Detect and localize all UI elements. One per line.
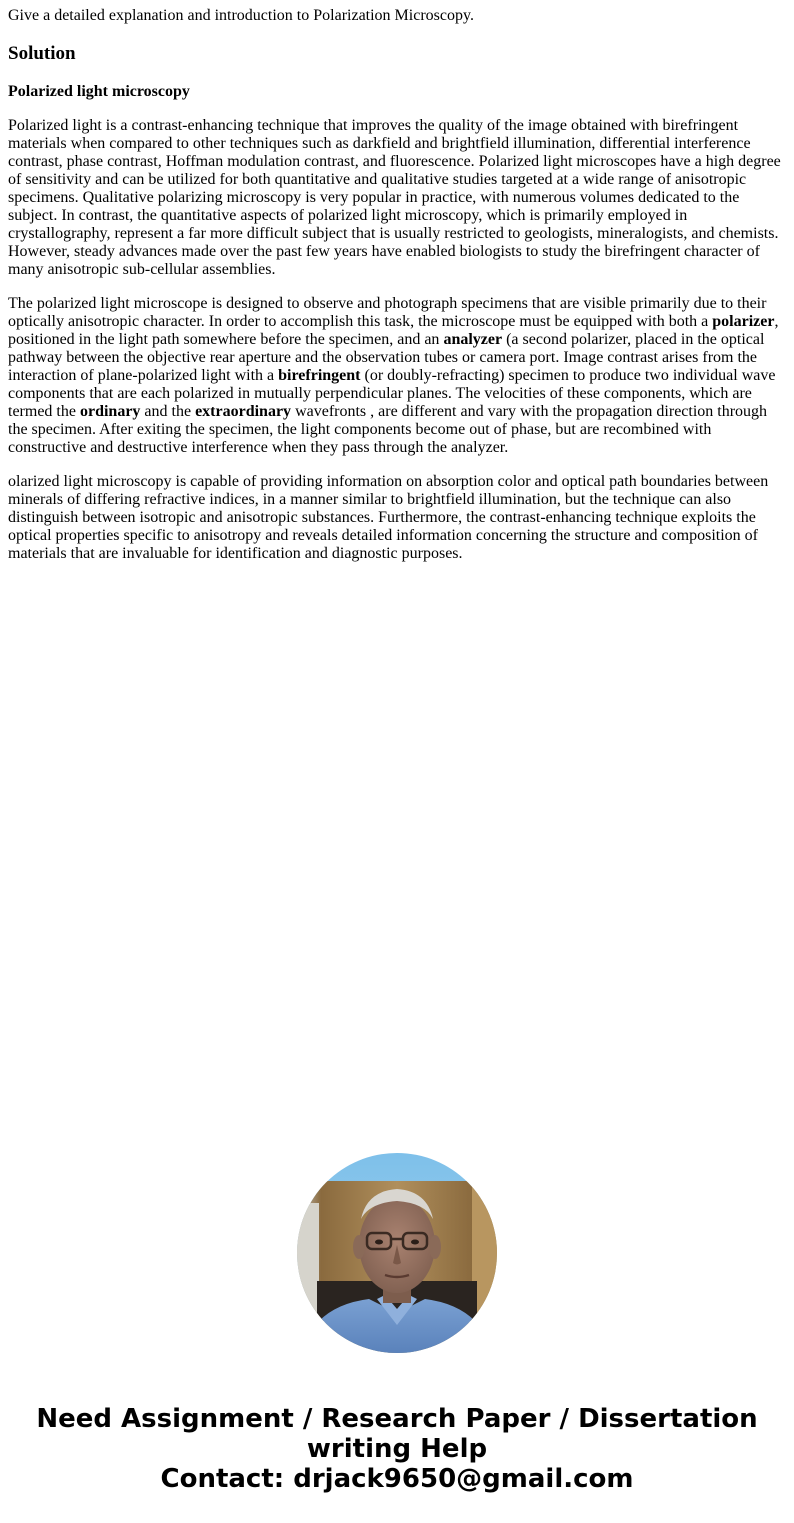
- solution-heading: Solution: [8, 43, 76, 64]
- term-birefringent: birefringent: [278, 367, 361, 384]
- promo-line-1: Need Assignment / Research Paper / Dissertation: [36, 1404, 758, 1434]
- paragraph-2: [8, 295, 784, 457]
- promo-contact-line: Contact: drjack9650@gmail.com: [160, 1464, 634, 1494]
- question-text: Give a detailed explanation and introduction to Polarization Microscopy.: [8, 7, 474, 24]
- term-analyzer: analyzer: [443, 331, 503, 348]
- paragraph-3: olarized light microscopy is capable of providing information on absorption color and optical path boundaries between minerals of differing refractive indices, in a manner similar to brightfield illumination, but the technique can also distinguish between isotropic and anisotropic substances. Furthermore, the contrast-enhancing technique exploits the optical properties specific to anisotropy and reveals detailed information concerning the structure and composition of materials that are invaluable for identification and diagnostic purposes.: [8, 473, 769, 562]
- promo-line-2: writing Help: [306, 1434, 488, 1464]
- term-ordinary: ordinary: [79, 403, 141, 420]
- term-extraordinary: extraordinary: [195, 403, 292, 420]
- document-content: [8, 0, 784, 563]
- author-portrait-icon: [297, 1153, 497, 1353]
- paragraph-2-text: The polarized light microscope is designed to observe and photograph specimens that are visible primarily due to their optically anisotropic character. In order to accomplish this task, the microscope must be equipped with both a: [8, 295, 767, 330]
- paragraph-2-text: wavefronts , are different and vary with the propagation direction through the specimen. After exiting the specimen, the light components become out of phase, but are recombined with constructive and destructive interference when they pass through the analyzer.: [8, 403, 768, 456]
- paragraph-2-text: (a second polarizer, placed in the optical pathway between the objective rear aperture and the observation tubes or camera port. Image contrast arises from the interaction of plane-polarized light with a: [8, 331, 765, 384]
- promo-banner: [0, 1404, 794, 1494]
- section-title: Polarized light microscopy: [8, 83, 190, 100]
- paragraph-1: Polarized light is a contrast-enhancing technique that improves the quality of the image obtained with birefringent materials when compared to other techniques such as darkfield and brightfield illumination, differential interference contrast, phase contrast, Hoffman modulation contrast, and fluorescence. Polarized light microscopes have a high degree of sensitivity and can be utilized for both quantitative and qualitative studies targeted at a wide range of anisotropic specimens. Qualitative polarizing microscopy is very popular in practice, with numerous volumes dedicated to the subject. In contrast, the quantitative aspects of polarized light microscopy, which is primarily employed in crystallography, represent a far more difficult subject that is usually restricted to geologists, mineralogists, and chemists. However, steady advances made over the past few years have enabled biologists to study the birefringent character of many anisotropic sub-cellular assemblies.: [8, 117, 781, 278]
- paragraph-2-text: , positioned in the light path somewhere before the specimen, and an: [8, 313, 779, 348]
- paragraph-2-text: (or doubly-refracting) specimen to produce two individual wave components that are each polarized in mutually perpendicular planes. The velocities of these components, which are termed the: [8, 367, 776, 420]
- term-polarizer: polarizer: [712, 313, 775, 330]
- author-avatar: [297, 1153, 497, 1353]
- paragraph-2-text: and the: [140, 403, 196, 420]
